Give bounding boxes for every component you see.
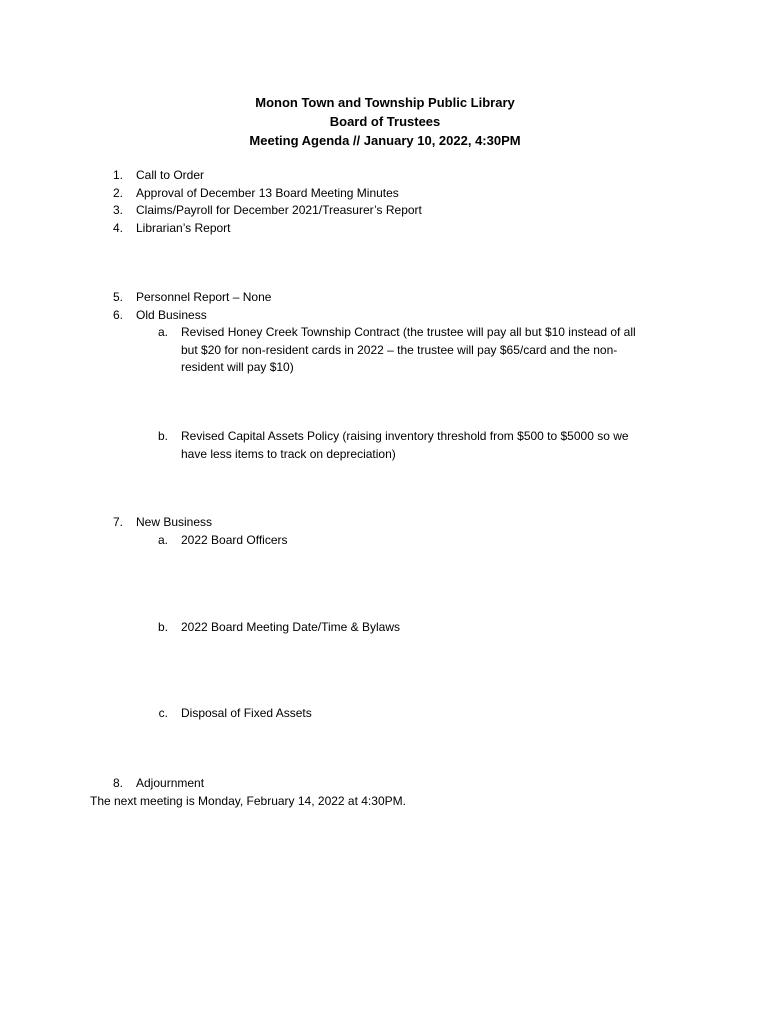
agenda-item-number: 7.	[112, 515, 123, 529]
agenda-item-old-business: Old Business	[136, 307, 207, 322]
agenda-item-number: 4.	[112, 220, 123, 235]
next-meeting-note: The next meeting is Monday, February 14, 2022 at 4:30PM.	[90, 794, 406, 808]
subitem-honey-creek-contract-line3: resident will pay $10)	[181, 360, 294, 374]
agenda-item-number: 8.	[112, 776, 123, 790]
subitem-honey-creek-contract-line1: Revised Honey Creek Township Contract (the trustee will pay all but $10 instead of all	[181, 325, 636, 339]
agenda-item-number: 5.	[112, 290, 123, 304]
subitem-letter: a.	[157, 325, 168, 339]
subitem-disposal-fixed-assets: Disposal of Fixed Assets	[181, 706, 312, 720]
subitem-capital-assets-policy-line2: have less items to track on depreciation)	[181, 446, 396, 461]
agenda-item-claims-payroll: Claims/Payroll for December 2021/Treasurer’s Report	[136, 203, 422, 217]
subitem-letter: a.	[157, 532, 168, 547]
agenda-item-call-to-order: Call to Order	[136, 168, 205, 182]
agenda-item-number: 1.	[112, 168, 123, 182]
board-heading: Board of Trustees	[329, 114, 441, 129]
agenda-item-number: 3.	[112, 203, 123, 217]
agenda-item-personnel-report: Personnel Report – None	[136, 290, 272, 304]
agenda-item-new-business: New Business	[136, 515, 213, 529]
subitem-honey-creek-contract-line2: but $20 for non-resident cards in 2022 – the trustee will pay $65/card and the non-	[181, 342, 618, 357]
agenda-item-approval-minutes: Approval of December 13 Board Meeting Minutes	[136, 185, 399, 200]
agenda-item-librarians-report: Librarian’s Report	[136, 220, 231, 235]
agenda-item-number: 2.	[112, 185, 123, 200]
subitem-letter: b.	[157, 620, 168, 634]
meeting-agenda-heading: Meeting Agenda // January 10, 2022, 4:30PM	[249, 133, 521, 148]
subitem-board-officers: 2022 Board Officers	[181, 532, 288, 547]
subitem-capital-assets-policy-line1: Revised Capital Assets Policy (raising inventory threshold from $500 to $5000 so we	[181, 429, 629, 443]
agenda-item-adjournment: Adjournment	[136, 776, 205, 790]
library-name-heading: Monon Town and Township Public Library	[255, 95, 515, 110]
subitem-meeting-date-bylaws: 2022 Board Meeting Date/Time & Bylaws	[181, 620, 400, 634]
agenda-item-number: 6.	[112, 307, 123, 322]
subitem-letter: c.	[158, 706, 168, 720]
subitem-letter: b.	[157, 429, 168, 443]
